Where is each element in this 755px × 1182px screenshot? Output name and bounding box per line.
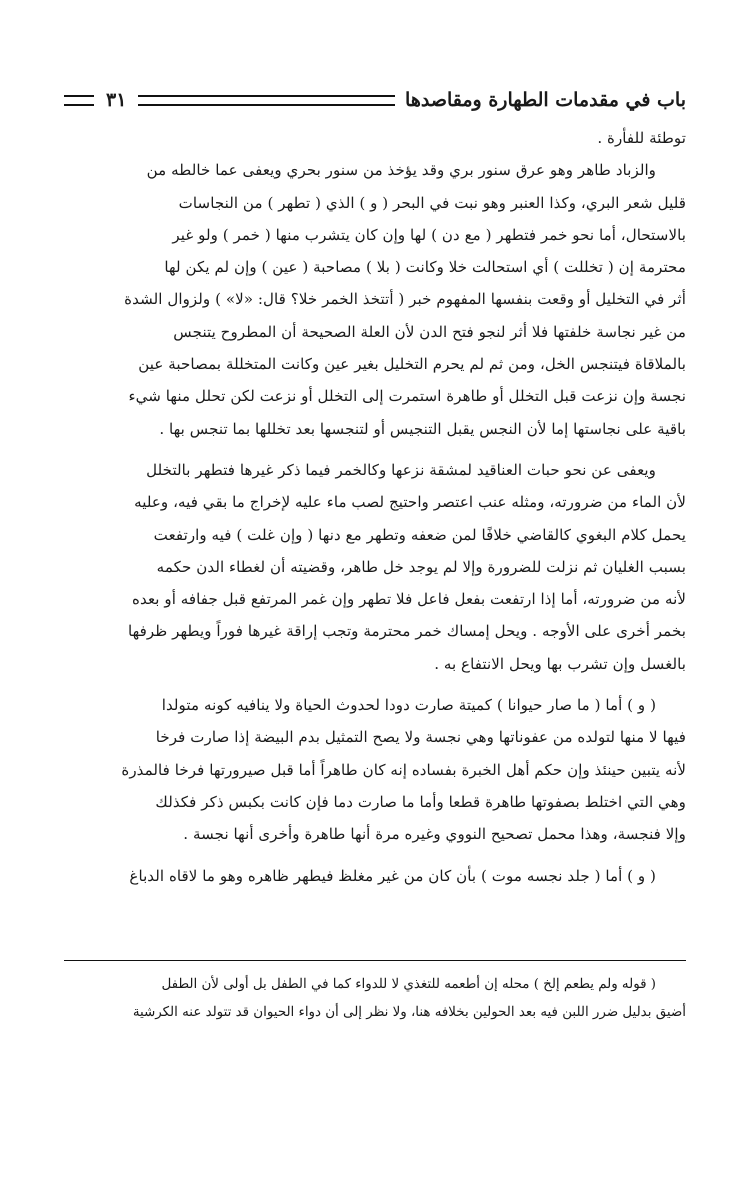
text-line: فيها لا منها لتولده من عفوناتها وهي نجسة ولا يصح التمثيل بدم البيضة إذا صارت فرخا (155, 728, 686, 747)
text-line: بالاستحال، أما نحو خمر فتطهر ( مع دن ) لها وإن كان يتشرب منها ( خمر ) ولو غير (172, 225, 686, 244)
text-line: ( و ) أما ( جلد نجسه موت ) بأن كان من غير مغلظ فيطهر ظاهره وهو ما لاقاه الدباغ (129, 866, 656, 885)
text-line: وإلا فنجسة، وهذا محمل تصحيح النووي وغيره مرة أنها طاهرة وأخرى أنها نجسة . (183, 825, 686, 844)
text-line: أثر في التخليل أو وقعت بنفسها المفهوم خبر ( أتتخذ الخمر خلا؟ قال: «لا» ) ولزوال الشدة (124, 290, 686, 309)
footnotes (64, 971, 686, 1027)
text-line: باقية على نجاستها إما لأن النجس يقبل التنجيس أو لتنجسها بعد تخللها بما تنجس بها . (159, 419, 686, 438)
text-line: بالملاقاة فيتنجس الخل، ومن ثم لم يحرم التخليل بغير عين وكانت المتخللة بمصاحبة عين (138, 355, 686, 374)
text-line: والزباد طاهر وهو عرق سنور بري وقد يؤخذ من سنور بحري ويعفى عما خالطه من (146, 161, 656, 180)
footnote-line: أضيق بدليل ضرر اللبن فيه بعد الحولين بخلافه هنا، ولا نظر إلى أن دواء الحيوان قد تتولد عنه الكرشية (132, 1005, 686, 1020)
header-rule-short (64, 95, 94, 106)
running-header (64, 86, 686, 114)
footnote-divider (64, 960, 686, 961)
text-line: لأنه من ضرورته، أما إذا ارتفعت بفعل فاعل فلا تطهر وإن غمر المرتفع قبل جفافه أو بعده (132, 590, 686, 609)
text-line: وهي التي اختلط بصفوتها طاهرة قطعا وأما ما صارت دما فإن كانت بكبس ذكر فكذلك (155, 792, 686, 811)
text-line: ويعفى عن نحو حبات العناقيد لمشقة نزعها وكالخمر فيما ذكر غيرها فتطهر بالتخلل (146, 460, 656, 479)
text-line: ( و ) أما ( ما صار حيوانا ) كميتة صارت دودا لحدوث الحياة ولا ينافيه كونه متولدا (161, 696, 656, 715)
text-line: بالغسل وإن تشرب بها ويحل الانتفاع به . (434, 654, 686, 673)
main-text (64, 122, 686, 892)
text-line: لأنه يتبين حينئذ وإن حكم أهل الخبرة بفساده إنه كان طاهراً أما قبل صيرورتها فرخا فالمذرة (121, 760, 686, 779)
page-number: ٣١ (106, 89, 127, 111)
text-line: من غير نجاسة خلفتها فلا أثر لنجو فتح الدن لأن العلة الصحيحة أن المطروح يتنجس (173, 322, 686, 341)
chapter-title: باب في مقدمات الطهارة ومقاصدها (405, 89, 686, 111)
text-line: يحمل كلام البغوي كالقاضي خلافًا لمن ضعفه وتطهر مع دنها ( وإن غلت ) فيه وارتفعت (153, 525, 686, 544)
text-line: بخمر أخرى على الأوجه . ويحل إمساك خمر محترمة وتجب إراقة غيرها فوراً ويطهر ظرفها (127, 622, 686, 641)
text-line: بسبب الغليان ثم نزلت للضرورة وإلا لم يوجد خل طاهر، وقضيته أن لغطاء الدن حكمه (156, 557, 686, 576)
text-line: لأن الماء من ضرورته، ومثله عنب اعتصر واحتيج لصب ماء عليه لإخراج ما بقي فيه، وعليه (134, 493, 686, 512)
header-rule-long (138, 95, 395, 106)
footnote-line: ( قوله ولم يطعم إلخ ) محله إن أطعمه للتغذي لا للدواء كما في الطفل بل أولى لأن الطفل (161, 977, 656, 992)
text-line: محترمة إن ( تخللت ) أي استحالت خلا وكانت ( بلا ) مصاحبة ( عين ) وإن لم يكن لها (164, 258, 686, 277)
text-line: توطئة للفأرة . (597, 129, 686, 147)
text-line: نجسة وإن نزعت قبل التخلل أو طاهرة استمرت إلى التخلل أو نزعت لكن تحلل منها شيء (128, 387, 686, 406)
text-line: قليل شعر البري، وكذا العنبر وهو نبت في البحر ( و ) الذي ( تطهر ) من النجاسات (178, 193, 686, 212)
